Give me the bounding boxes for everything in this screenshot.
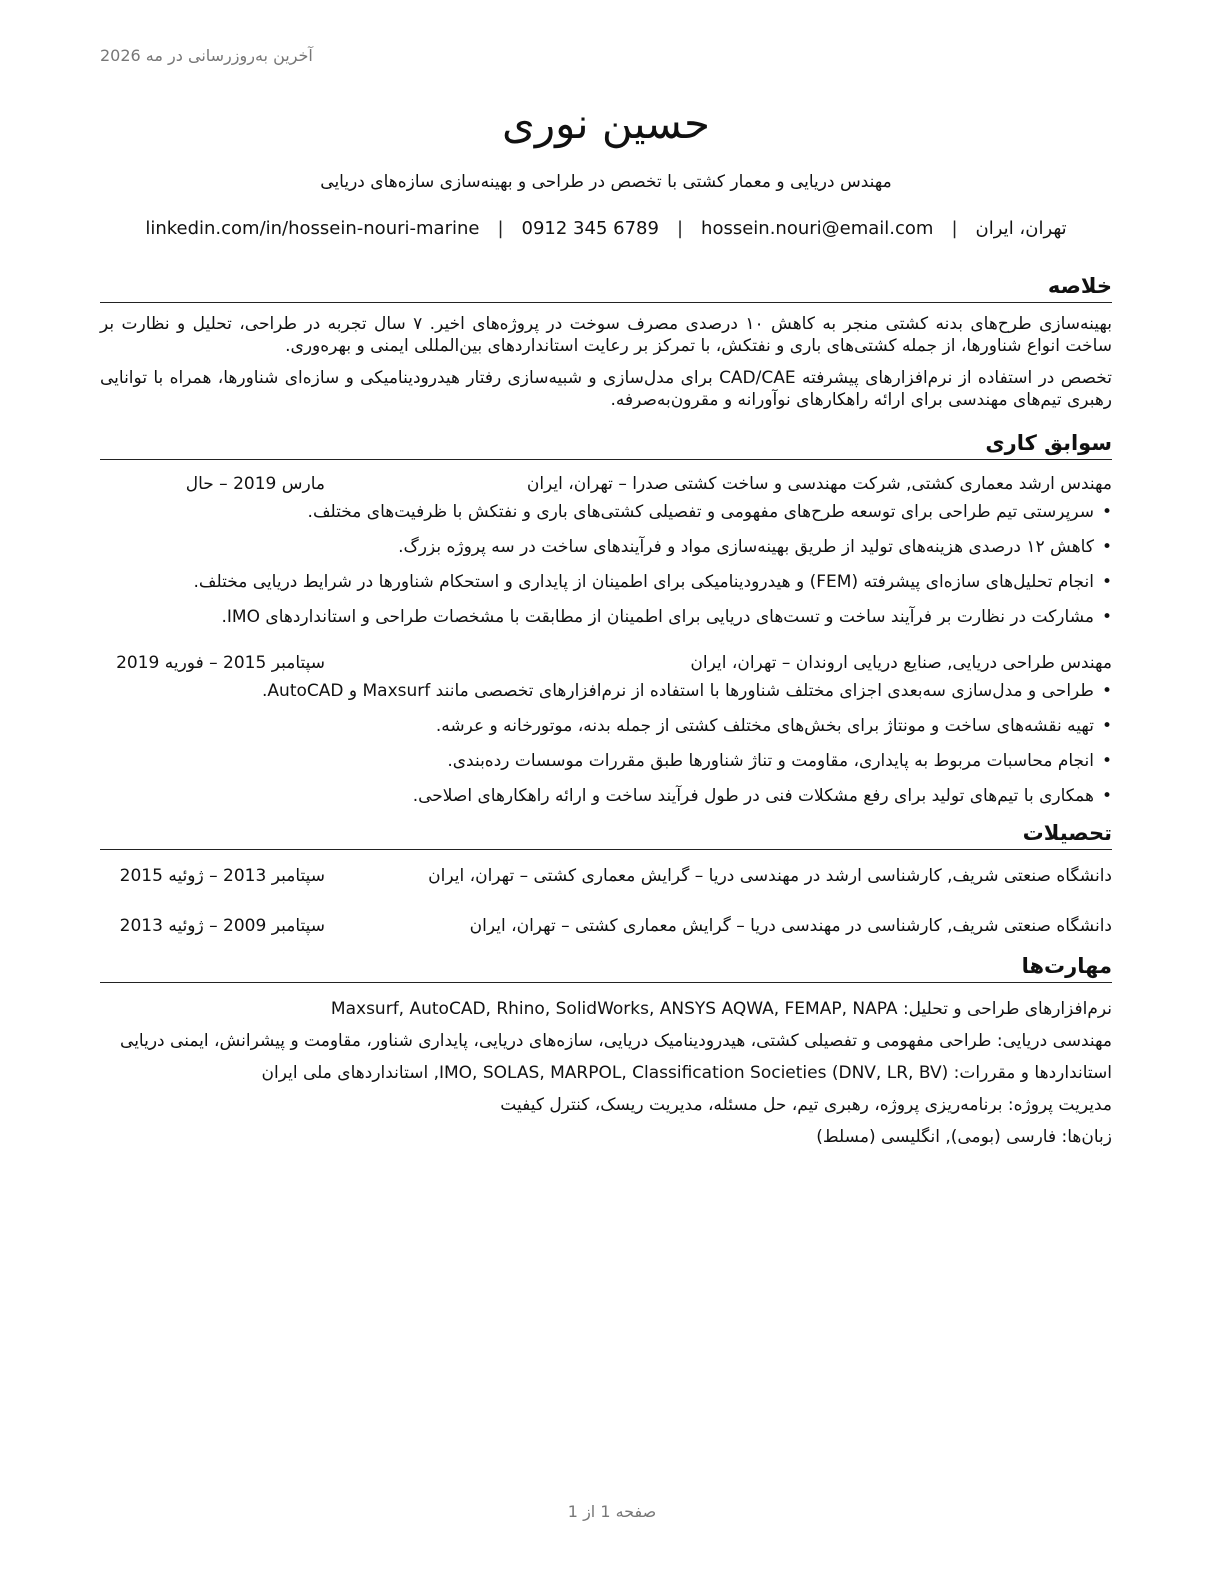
contact-separator: | xyxy=(676,218,684,239)
last-updated-note: آخرین به‌روزرسانی در مه 2026 xyxy=(100,46,313,65)
section-title-experience: سوابق کاری xyxy=(100,429,1112,460)
contact-phone[interactable]: 0912 345 6789 xyxy=(521,218,659,239)
job-bullet: • طراحی و مدل‌سازی سه‌بعدی اجزای مختلف شناورها با استفاده از نرم‌افزارهای تخصصی مانند Maxsurf و AutoCAD. xyxy=(100,679,1112,703)
job-title: مهندس طراحی دریایی, صنایع دریایی اروندان – تهران، ایران xyxy=(690,653,1112,673)
section-title-skills: مهارت‌ها xyxy=(100,952,1112,983)
job-date: سپتامبر 2015 – فوریه 2019 xyxy=(116,653,325,673)
contact-separator: | xyxy=(951,218,958,239)
contact-location: تهران، ایران xyxy=(975,218,1067,239)
skill-line: زبان‌ها: فارسی (بومی), انگلیسی (مسلط) xyxy=(816,1127,1112,1147)
education-degree: دانشگاه صنعتی شریف, کارشناسی در مهندسی دریا – گرایش معماری کشتی – تهران، ایران xyxy=(469,916,1112,936)
job-bullet: • انجام تحلیل‌های سازه‌ای پیشرفته (FEM) و هیدرودینامیکی برای اطمینان از پایداری و استحکام شناورها در شرایط دریایی مختلف. xyxy=(100,570,1112,594)
education-degree: دانشگاه صنعتی شریف, کارشناسی ارشد در مهندسی دریا – گرایش معماری کشتی – تهران، ایران xyxy=(428,866,1112,886)
summary-paragraph: تخصص در استفاده از نرم‌افزارهای پیشرفته CAD/CAE برای مدل‌سازی و شبیه‌سازی رفتار هیدرودینامیکی و سازه‌ای شناورها، همراه با توانایی رهبری تیم‌های مهندسی برای ارائه راهکارهای نوآورانه و مقرون‌به‌صرفه. xyxy=(100,368,1112,410)
job-bullets xyxy=(100,500,1112,629)
job-bullet: • سرپرستی تیم طراحی برای توسعه طرح‌های مفهومی و تفصیلی کشتی‌های باری و نفتکش با ظرفیت‌های مختلف. xyxy=(100,500,1112,524)
education-section xyxy=(100,819,1112,938)
job-entry xyxy=(100,651,1112,808)
job-bullet: • انجام محاسبات مربوط به پایداری، مقاومت و تناژ شناورها طبق مقررات موسسات رده‌بندی. xyxy=(100,749,1112,773)
education-entry xyxy=(100,864,1112,888)
skill-line: مهندسی دریایی: طراحی مفهومی و تفصیلی کشتی، هیدرودینامیک دریایی، سازه‌های دریایی، پایداری شناور، مقاومت و پیشرانش، ایمنی دریایی xyxy=(120,1031,1112,1051)
job-title: مهندس ارشد معماری کشتی, شرکت مهندسی و ساخت کشتی صدرا – تهران، ایران xyxy=(526,474,1112,494)
job-bullets xyxy=(100,679,1112,808)
candidate-name: حسین نوری xyxy=(502,99,710,148)
section-title-education: تحصیلات xyxy=(100,819,1112,850)
contact-email-link[interactable]: hossein.nouri@email.com xyxy=(701,218,934,239)
education-date: سپتامبر 2013 – ژوئیه 2015 xyxy=(119,866,325,886)
job-bullet: • همکاری با تیم‌های تولید برای رفع مشکلات فنی در طول فرآیند ساخت و ارائه راهکارهای اصلاحی. xyxy=(100,784,1112,808)
summary-section xyxy=(100,272,1112,411)
skill-line: نرم‌افزارهای طراحی و تحلیل: Maxsurf, AutoCAD, Rhino, SolidWorks, ANSYS AQWA, FEMAP, NAPA xyxy=(330,999,1112,1019)
page-number: صفحه 1 از 1 xyxy=(567,1502,657,1521)
education-entry xyxy=(100,914,1112,938)
education-date: سپتامبر 2009 – ژوئیه 2013 xyxy=(119,916,325,936)
skills-section xyxy=(100,952,1112,1149)
contact-linkedin-link[interactable]: linkedin.com/in/hossein-nouri-marine xyxy=(145,218,480,239)
resume-page xyxy=(100,96,1112,1149)
skill-line: مدیریت پروژه: برنامه‌ریزی پروژه، رهبری تیم، حل مسئله، مدیریت ریسک، کنترل کیفیت xyxy=(500,1095,1112,1115)
section-title-summary: خلاصه xyxy=(100,272,1112,303)
job-date: مارس 2019 – حال xyxy=(185,474,325,494)
job-entry xyxy=(100,472,1112,629)
job-bullet: • مشارکت در نظارت بر فرآیند ساخت و تست‌های دریایی برای اطمینان از مطابقت با مشخصات طراحی و استانداردهای IMO. xyxy=(100,605,1112,629)
skill-line: استانداردها و مقررات: IMO, SOLAS, MARPOL, Classification Societies (DNV, LR, BV), استانداردهای ملی ایران xyxy=(261,1063,1112,1083)
job-bullet: • تهیه نقشه‌های ساخت و مونتاژ برای بخش‌های مختلف کشتی از جمله بدنه، موتورخانه و عرشه. xyxy=(100,714,1112,738)
job-bullet: • کاهش ۱۲ درصدی هزینه‌های تولید از طریق بهینه‌سازی مواد و فرآیندهای ساخت در سه پروژه بزرگ. xyxy=(100,535,1112,559)
contact-separator: | xyxy=(497,218,504,239)
contact-line xyxy=(100,216,1112,242)
summary-paragraph: بهینه‌سازی طرح‌های بدنه کشتی منجر به کاهش ۱۰ درصدی مصرف سوخت در پروژه‌های اخیر. ۷ سال تجربه در طراحی، تحلیل و نظارت بر ساخت انواع شناورها، از جمله کشتی‌های باری و نفتکش، با تمرکز بر رعایت استانداردهای بین‌المللی ایمنی و بهره‌وری. xyxy=(100,314,1112,356)
candidate-tagline: مهندس دریایی و معمار کشتی با تخصص در طراحی و بهینه‌سازی سازه‌های دریایی xyxy=(320,172,892,192)
experience-section xyxy=(100,429,1112,808)
